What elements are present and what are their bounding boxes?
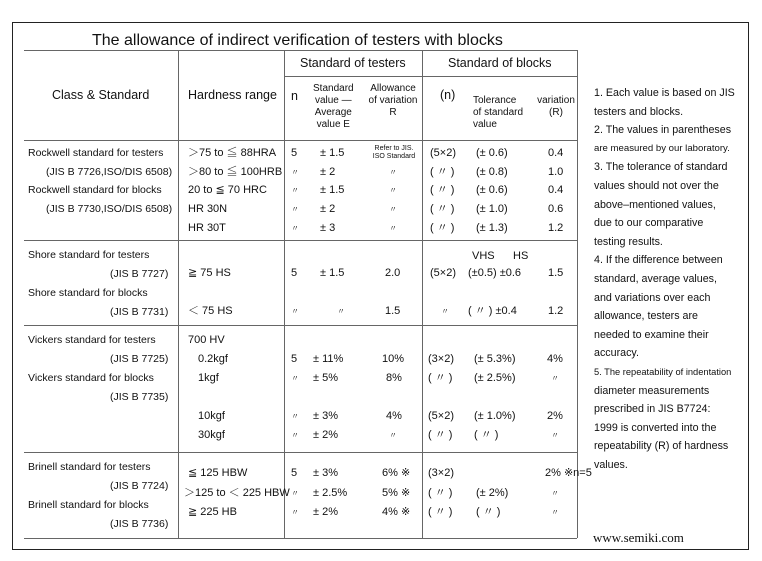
r-cell: 〃 — [389, 186, 397, 195]
note-line: 2. The values in parentheses — [594, 124, 732, 137]
r-cell: 4% ※ — [382, 506, 411, 518]
class-line: Brinell standard for testers — [28, 461, 151, 473]
n-cell: 5 — [291, 147, 298, 159]
range-cell: ＞125 to ＜ 225 HBW — [184, 487, 290, 499]
n-cell: 〃 — [291, 186, 299, 195]
tolerance-cell: (± 5.3%) — [474, 353, 516, 365]
vickers-bottom-rule — [24, 452, 577, 453]
note-line: 1999 is converted into the — [594, 421, 717, 434]
n-cell: 5 — [291, 267, 298, 279]
class-line: (JIS B 7731) — [110, 306, 169, 318]
note-line: allowance, testers are — [594, 310, 698, 323]
range-cell: 10kgf — [198, 410, 225, 422]
vhs-label: VHS — [472, 250, 495, 262]
class-line: Rockwell standard for testers — [28, 147, 164, 159]
column-rule-testers — [422, 50, 423, 538]
r-cell: 〃 — [389, 168, 397, 177]
n-cell: 〃 — [291, 307, 299, 316]
tolerance-cell: (± 1.0%) — [474, 410, 516, 422]
e-cell: ± 3 — [320, 222, 336, 234]
variation-cell: 1.5 — [548, 267, 564, 279]
class-line: Vickers standard for testers — [28, 334, 156, 346]
notes-list — [594, 84, 746, 474]
tolerance-cell: (± 1.0) — [476, 203, 508, 215]
n-cell: 〃 — [291, 431, 299, 440]
r-cell: 10% — [382, 353, 405, 365]
header-bottom-rule — [24, 140, 577, 141]
class-line: Rockwell standard for blocks — [28, 184, 162, 196]
block-n-cell: ( 〃 ) — [430, 184, 455, 196]
group-header-rule — [284, 76, 577, 77]
column-rule-blocks — [577, 50, 578, 538]
e-cell: ± 11% — [313, 353, 344, 365]
note-line: 4. If the difference between — [594, 254, 723, 267]
n-cell: 〃 — [291, 412, 299, 421]
class-line: (JIS B 7725) — [110, 353, 169, 365]
header-standard-average: Standard value — Average value E — [313, 83, 354, 130]
header-n: n — [291, 89, 298, 103]
r-cell: 〃 — [389, 431, 397, 440]
tolerance-cell: ( 〃 ) — [476, 506, 501, 518]
table-top-rule — [24, 50, 577, 51]
column-rule-class — [178, 50, 179, 538]
note-line: accuracy. — [594, 347, 639, 360]
e-cell: ± 3% — [313, 467, 338, 479]
block-n-cell: (5×2) — [430, 147, 456, 159]
tolerance-cell: (± 0.8) — [476, 166, 508, 178]
hs-label: HS — [513, 250, 529, 262]
tolerance-cell: (±0.5) ±0.6 — [468, 267, 522, 279]
class-line: (JIS B 7726,ISO/DIS 6508) — [46, 166, 173, 178]
e-cell: ± 1.5 — [320, 184, 345, 196]
n-cell: 〃 — [291, 508, 299, 517]
tolerance-cell: ( 〃 ) — [474, 429, 499, 441]
website-link[interactable]: www.semiki.com — [593, 530, 684, 545]
variation-cell: 〃 — [551, 431, 559, 440]
header-tolerance: Tolerance of standard value — [473, 95, 524, 130]
block-n-cell: (3×2) — [428, 467, 454, 479]
tolerance-cell: (± 2%) — [476, 487, 509, 499]
variation-cell: 0.6 — [548, 203, 564, 215]
block-n-cell: ( 〃 ) — [428, 506, 453, 518]
tolerance-cell: (± 1.3) — [476, 222, 508, 234]
range-cell: HR 30N — [188, 203, 228, 215]
e-cell: ± 1.5 — [320, 147, 345, 159]
block-n-cell: (5×2) — [428, 410, 454, 422]
e-cell: ± 5% — [313, 372, 338, 384]
range-cell: 700 HV — [188, 334, 225, 346]
r-cell: 2.0 — [385, 267, 401, 279]
class-line: (JIS B 7724) — [110, 480, 169, 492]
class-line: Shore standard for testers — [28, 249, 150, 261]
r-cell: 6% ※ — [382, 467, 411, 479]
e-cell: ± 2 — [320, 166, 336, 178]
n-cell: 〃 — [291, 224, 299, 233]
document-title: The allowance of indirect verification of testers with blocks — [92, 32, 503, 49]
range-cell: HR 30T — [188, 222, 226, 234]
note-line: standard, average values, — [594, 272, 717, 285]
note-line: are measured by our laboratory. — [594, 142, 730, 154]
r-cell: 〃 — [389, 224, 397, 233]
shore-bottom-rule — [24, 325, 577, 326]
rockwell-bottom-rule — [24, 240, 577, 241]
block-n-cell: ( 〃 ) — [428, 429, 453, 441]
variation-cell: 1.2 — [548, 222, 564, 234]
e-cell: ± 3% — [313, 410, 338, 422]
block-n-cell: ( 〃 ) — [430, 222, 455, 234]
header-standard-of-blocks: Standard of blocks — [448, 56, 552, 70]
variation-cell: 〃 — [551, 489, 559, 498]
note-line: above–mentioned values, — [594, 198, 716, 211]
n-cell: 5 — [291, 353, 298, 365]
r-cell: 〃 — [389, 205, 397, 214]
class-line: (JIS B 7735) — [110, 391, 169, 403]
range-cell: ＞80 to ≦ 100HRB — [188, 166, 283, 178]
tolerance-cell: (± 0.6) — [476, 147, 508, 159]
e-cell: ± 2% — [313, 429, 338, 441]
note-line: repeatability (R) of hardness — [594, 440, 729, 453]
variation-cell: 2% — [547, 410, 563, 422]
class-line: (JIS B 7736) — [110, 518, 169, 530]
e-cell: ± 2 — [320, 203, 336, 215]
r-note-cell: Refer to JIS. ISO Standard — [372, 145, 416, 160]
n-cell: 〃 — [291, 374, 299, 383]
note-line: testers and blocks. — [594, 105, 684, 118]
tolerance-cell: (± 2.5%) — [474, 372, 516, 384]
variation-cell: 1.2 — [548, 305, 564, 317]
class-line: Shore standard for blocks — [28, 287, 148, 299]
range-cell: ＞75 to ≦ 88HRA — [188, 147, 277, 159]
range-cell: 30kgf — [198, 429, 225, 441]
range-cell: ≦ 125 HBW — [188, 467, 248, 479]
note-line: 1. Each value is based on JIS — [594, 87, 735, 99]
n-cell: 〃 — [291, 205, 299, 214]
header-class-standard: Class & Standard — [52, 88, 150, 102]
header-n-blocks: (n) — [440, 88, 456, 102]
block-n-cell: ( 〃 ) — [430, 203, 455, 215]
n-cell: 〃 — [291, 489, 299, 498]
note-line: testing results. — [594, 235, 663, 248]
n-cell: 〃 — [291, 168, 299, 177]
note-line: 3. The tolerance of standard — [594, 161, 728, 174]
header-allowance-variation: Allowance of variation R — [368, 83, 418, 118]
class-line: Brinell standard for blocks — [28, 499, 149, 511]
variation-cell: 0.4 — [548, 184, 564, 196]
note-line: due to our comparative — [594, 217, 704, 230]
e-cell: 〃 — [337, 307, 345, 316]
range-cell: 20 to ≦ 70 HRC — [188, 184, 267, 196]
header-variation: variation (R) — [537, 95, 575, 118]
class-line: (JIS B 7730,ISO/DIS 6508) — [46, 203, 173, 215]
table-bottom-rule — [24, 538, 577, 539]
r-cell: 5% ※ — [382, 487, 411, 499]
variation-cell: 2% ※n=5 — [545, 467, 592, 479]
range-cell: 1kgf — [198, 372, 219, 384]
variation-cell: 1.0 — [548, 166, 564, 178]
range-cell: ＜ 75 HS — [188, 305, 233, 317]
header-hardness-range: Hardness range — [188, 88, 277, 102]
header-standard-of-testers: Standard of testers — [300, 56, 406, 70]
block-n-cell: (5×2) — [430, 267, 456, 279]
variation-cell: 〃 — [551, 508, 559, 517]
block-n-cell: ( 〃 ) — [428, 487, 453, 499]
block-n-cell: ( 〃 ) — [430, 166, 455, 178]
variation-cell: 4% — [547, 353, 563, 365]
e-cell: ± 2% — [313, 506, 338, 518]
range-cell: ≧ 75 HS — [188, 267, 231, 279]
tolerance-cell: ( 〃 ) ±0.4 — [468, 305, 517, 317]
note-line: diameter measurements — [594, 384, 710, 397]
note-line: prescribed in JIS B7724: — [594, 403, 711, 416]
variation-cell: 0.4 — [548, 147, 564, 159]
e-cell: ± 2.5% — [313, 487, 348, 499]
n-cell: 5 — [291, 467, 298, 479]
class-line: Vickers standard for blocks — [28, 372, 154, 384]
block-n-cell: (3×2) — [428, 353, 454, 365]
r-cell: 8% — [386, 372, 402, 384]
note-line: values should not over the — [594, 179, 719, 192]
note-line: values. — [594, 458, 628, 471]
variation-cell: 〃 — [551, 374, 559, 383]
e-cell: ± 1.5 — [320, 267, 345, 279]
range-cell: ≧ 225 HB — [188, 506, 237, 518]
block-n-cell: 〃 — [441, 307, 449, 316]
note-line: and variations over each — [594, 291, 711, 304]
block-n-cell: ( 〃 ) — [428, 372, 453, 384]
column-rule-range — [284, 50, 285, 538]
range-cell: 0.2kgf — [198, 353, 228, 365]
r-cell: 4% — [386, 410, 402, 422]
tolerance-cell: (± 0.6) — [476, 184, 508, 196]
note-line: 5. The repeatability of indentation — [594, 366, 732, 377]
r-cell: 1.5 — [385, 305, 401, 317]
note-line: needed to examine their — [594, 328, 709, 341]
class-line: (JIS B 7727) — [110, 268, 169, 280]
